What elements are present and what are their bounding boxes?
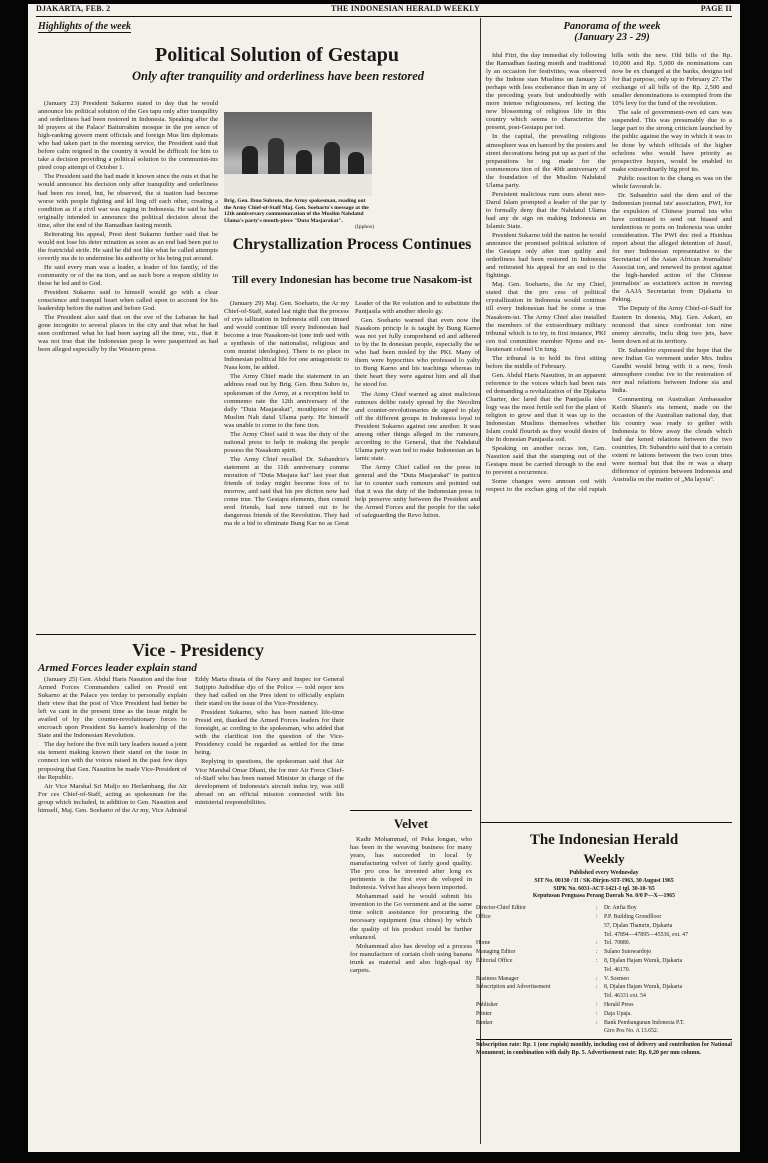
article-paragraph: President Sukarno, who has been named life-time Presid ent, thanked the Armed Forces leaders for their foresight, ac cording to the spokesman, who added that with the clarificat ion the question of the Vice-Presidency could be regarded as settled for the time being. — [195, 709, 344, 757]
masthead-footnote: Subscription rate: Rp. 1 (one rupiah) monthly, including cost of delivery and contribution for National Monument; in combination with daily Rp. 5. Advertisement rate: Rp. 0,20 per mm column. — [476, 1039, 732, 1057]
panorama-label: Panorama of the week — [563, 21, 661, 32]
caption-credit: (Ipphos) — [355, 224, 374, 231]
masthead-decree: Keputusan Penguasa Perang Daerah No. 0/0 P—X—1965 — [532, 893, 676, 900]
velvet-headline: Velvet — [393, 816, 429, 831]
article-paragraph: The Army Chief made the statement in an address read out by Brig. Gen. Ibnu Subro to, spokesman of the Army, at a reception held to commemo rate the 12th anniversary of the daily "Duta Masjarakat", mouthpiece of the Muslim Nah datul Ulama party. He himself was unable to come to the func tion. — [224, 373, 349, 429]
staff-row: Tel. 47894—47895—45536, ext. 47 — [604, 931, 688, 938]
article-paragraph: The Army Chief recalled Dr. Subandrio's statement at the 11th anniversary comme moration of "Duta Masjara kat" last year that friends of today might become foes of to morrow, and said that his pre diction now had come true. The Gestapu elements, then consid ered friends, had now turned out to be dangerous friends of the Revolution. They had ma de a bid to eliminate Bung Kar no as Great Leader of the Re volution and to substitute the Pantjasila with another ideolo gy. — [224, 300, 480, 528]
masthead-staff-list — [476, 904, 732, 1036]
article-paragraph: Replying to questions, the spokesman said that Air Vice Marshal Omar Dhani, the for mer Air Force Chief-of-Staff who has been named Minister in charge of the development of Indonesia's aircraft indus try, was still abroad on an official mission connected with his ministerial responsibilities. — [195, 758, 344, 806]
article-paragraph: The Army Chief called on the press in general and the "Duta Masjarakat" in particu lar to counter such rumours and pointed out that it was the duty of the Indonesian press to help preserve unity between the President and the Armed Forces and the people for the sake of safeguarding the Revo lution. — [355, 463, 480, 520]
article-paragraph: (January 29) Maj. Gen. Soeharto, the Ar my Chief-of-Staff, stated last night that the process of crys tallization in Indonesia still con tinued and would continue till every Indonesian had become a true Nasakom-ist (one imb ued with a synthesis of the nationalist, religious and com munist ideologies). There is no place in Indonesian political life for one antagonistic to Nasa kom, he added. — [224, 300, 349, 372]
article-paragraph: He said every man was a leader, a leader of his family, of the community or of the na tion, and as such bore a respon sibility to those he led and to God. — [38, 263, 218, 288]
header-page-number: PAGE II — [700, 4, 732, 13]
article-paragraph: (January 23) President Sukarno stated to day that he would announce his political solution of the Ges tapu only after tranquility and orderliness had been restored in Indonesia. Speaking after the Id prayers at the Palace' Baiturrahim mosque in the pre sence of high-ranking govern ment officials and foreign Mus lim diplomats who had taken part in the morning service, the President said that before calm reigned in the country it would be difficult for him to take a decision providing a political solution to the communist-ins pired coup attempt of October 1. — [38, 100, 218, 172]
article-paragraph: Maj. Gen. Soeharto, the Ar my Chief, stated that the pro cess of political crystallization in Indonesia would continue till every Indonesian had be come a true Nasakom-ist. The Army Chief also installed the members of the extraordinary military tribunal which is to try, in first instance, PKI cen tral committee member Njono and ex-lieutenant colonel Un tung. — [486, 281, 606, 353]
staff-row: Editorial Office : 8, Djalan Hajam Wuruk, Djakarta — [476, 957, 683, 964]
article-paragraph: Speaking on another occas ion, Gen. Nasution said that the stamping out of the Gestapu must be carried through to the end to prevent a recurrence. — [486, 445, 606, 477]
article-paragraph: Reiterating his appeal, Presi dent Sukarno further said that he would not lose his deter mination as soon as an end had been put to the fratricidal strife. He said he did not like what he called attempts covertly ma de to undermine his authority or his being put around. — [38, 230, 218, 262]
article-paragraph: Some changes were announ ced with respect to the exchan ging of the old rupiah bills with the new. Old bills of the Rp. 10,000 and Rp. 5,000 de nominations can now be ex changed at the banks, designa ted for that purpose, only up to February 27. The exchange of all bills of the Rp. 2,500 and smaller denominations is exempted from the 10% levy for the fund of the revolution. — [486, 52, 732, 494]
article-paragraph: Dr. Subandrio said the dem and of the Indonesian journal ists' association, PWI, for the expulsion of Chinese journal ists who have continued to send out biased and tendentious re ports on Indonesia was under consideration. The PWI dec ried a Hsinhua report about the alleged detention of Jusuf, for mer Indonesian representative to the Secretariat of the Asian African Journalists' Associat ion, and renewed its protest against the high-handed action of the Chinese journalists' as sociation's action in moving the AAJA Secretariat from Djakarta to Peking. — [612, 191, 732, 304]
staff-row: Office : P.P. Building Grondfloor — [476, 913, 662, 920]
header-dateline: DJAKARTA, FEB. 2 — [36, 4, 111, 13]
article-paragraph: The President said the had made it known since the outs et that he would announce his decision only after tranquility and orderliness had been res tored, but, he observed, the si tuation had become worse with people fighting and kil ling off each other, creating a condition as if a civil war was raging in Indonesia. He said he had originally intended to announce the political decision about the time, after the end of the Ramadhan fasting month. — [38, 173, 218, 229]
article-paragraph: (January 25) Gen. Abdul Haris Nasution and the four Armed Forces Commanders called on Presid ent Sukarno at the Palace yes terday to personally explain their view that the post of Vice President had better be left va cant in the present time as the issue might be availed of by the counter-revolutionary forces to encroach upon President Su karno's leadership of the State and the Indonesian Revolution. — [38, 676, 187, 740]
page-header — [36, 4, 732, 16]
staff-row: 57, Djalan Thamrin, Djakarta — [604, 922, 673, 929]
staff-row: Home : Tel. 70880. — [476, 940, 631, 947]
masthead-title: The Indonesian Herald — [529, 832, 679, 848]
panorama-article — [486, 52, 732, 810]
masthead-sipk: SIPK No. 6031-ACT-1421-I tgl. 30-10-'65 — [553, 885, 655, 892]
staff-row: Managing Editor : Sulano Sutowardojo — [476, 949, 652, 956]
staff-row: Business Manager : V. Soemeo — [476, 975, 630, 982]
article-paragraph: The Army Chief said it was the duty of the national press to help in making the people possess the Nasakom spirit. — [224, 430, 349, 454]
article-paragraph: The day before the five mili tary leaders issued a joint sta tement making known their stand on the issue in connect ion with the voices raised in the past few days proposing that Gen. Nasution be made Vice-President of the Republic. — [38, 741, 187, 781]
staff-row: Giro Pos No. A 13.652. — [604, 1028, 659, 1035]
news-photo — [224, 112, 372, 196]
masthead-subtitle: Weekly — [583, 851, 625, 866]
article-paragraph: The sale of government-own ed cars was suspended. This was presumably due to a large part to the strong criticism launched by the public against the way in which it was to be done by which officials of the higher echelons who would have priority as prospective buyers, would be enabled to make extraordinarily big prof its. — [612, 109, 732, 173]
staff-row: Director-Chief Editor : Dr. Anfia Boy — [476, 905, 637, 912]
masthead-rule — [480, 822, 732, 823]
masthead-sit: SIT No. 00130 / II / SK-Dirjen-SIT-1963, 30 August 1965 — [534, 877, 674, 884]
velvet-rule — [350, 810, 472, 811]
article-paragraph: Mohammad said he would submit his invention to the Go vernment and at the same time solicit assistance for procuring the necessary equipment (ma chines) by which the quality of his product could be further enhanced. — [350, 893, 472, 941]
article-paragraph: President Sukarno told the nation he would announce the promised political solution of the Gestapu only after tran quility and orderliness had been restored in Indonesia and reiterated his appeal for an end to the fightings. — [486, 232, 606, 280]
panorama-heading — [502, 21, 722, 43]
article-paragraph: Idul Fitri, the day immediat ely following the Ramadhan fasting month and traditional ly an occasion for festivities, was observed by the Indone sian Muslims on January 23 perhaps with less exuberance than in any of the preceding years but undoubtedly with more intense religiousness, ref lecting the new blossoming of religious life in this country which seems to characterize the present, post-Gestapu per iod. — [486, 52, 606, 132]
article-paragraph: President Sukarno said to himself would go with a clear conscience and tranquil heart when called upon to account for his leadership before the nation and before God. — [38, 289, 218, 313]
newspaper-page — [28, 4, 740, 1152]
article-paragraph: Commenting on Australian Ambassador Keith Shann's sta tement, made on the occasion of the Australian national day, that his country was ready to gether with Indonesia to blow away the clouds which had dar kened relations between the two countries, Dr. Subandrio said that to a certain extent re lations between the two coun tries were normal but that the re was a sharp difference of opinion between Indonesia and Australia on the matter of „Ma laysia". — [612, 395, 732, 484]
crystallization-article — [224, 300, 480, 628]
article-paragraph: Kadir Mohammad, of Peka longan, who has been in the weaving business for many years, has succeeded in local ly manufacturing velvet of fairly good quality. The pro cess he invented after long ex periments is the first ever de veloped in Indonesia. Velvet has always been imported. — [350, 836, 472, 892]
masthead-published: Published every Wednesday — [569, 870, 639, 876]
vice-article — [38, 676, 344, 1146]
article-paragraph: Gen. Soeharto warned that even now the Nasakom princip le is taught by Bung Karno was not yet fully comprehend ed and adhered to by the In donesian people, especially the se who had been misled by the PKI. Many of them were hypocrites who professed lo yalty to Bung Karno and his teachings whereas in their heart they were against him and all that he stood for. — [355, 317, 480, 389]
gestapu-article — [38, 100, 218, 633]
article-paragraph: In the capital, the prevailing religious atmosphere was en hanced by the posters and street decorations being put up as part of the preparations be ing made for the commemora tion of the 40th anniversary of the foundation of the Muslim Nahdatul Ulama party. — [486, 133, 606, 189]
vice-subhead: Armed Forces leader explain stand — [38, 662, 197, 674]
crystallization-headline: Chrystallization Process Continues — [232, 236, 472, 253]
article-paragraph: Dr. Subandrio expressed the hope that the new Indian Go vernment under Mrs. Indira Gandhi would bring with it a new, fresh atmosphere conduc ive to the restoration of nor mal relations between Indone sia and India. — [612, 346, 732, 394]
article-paragraph: Public reaction to the chang es was on the whole favourab le. — [612, 174, 732, 190]
article-paragraph: Gen. Abdul Haris Nasution, in an apparent reference to the voices which had been rais ed demanding a revitalization of the Djakarta Charter, dec lared that the Pantjasila ideo logy was the most fertile soil for the plant of religion to grow and that it was up to the Indonesian Muslims themselves whether Islam could flourish as they would desire of the In donesian Pantjasila soil. — [486, 371, 606, 444]
article-paragraph: Air Vice Marshal Sri Muljo no Herlambang, the Air For ces Chief-of-Staff, acting as spokesman for the group which included, in addition to Gen. Nasution and himself, Maj. Gen. Soeharto of the Ar my, Vice Admiral Eddy Marta dinata of the Navy and Inspec tor General Sutjipto Judodihar djo of the Police — told repor ters they had called on the Pres ident to officially explain their stand on the issue of the Vice-Presidency. — [38, 676, 344, 814]
highlights-label: Highlights of the week — [38, 21, 132, 32]
section-rule — [36, 634, 476, 635]
staff-row: Subscription and Advertisement : 8, Djalan Hajam Wuruk, Djakarta — [476, 984, 683, 991]
article-paragraph: Persistent malicious rum ours about neo-Darul Islam prompted a leader of the par ty to formally deny that the Nahdatul Ulama had any de sign on making Indonesia an Islamic State. — [486, 190, 606, 230]
article-paragraph: The Army Chief warned ag ainst malicious rumours delibe rately spread by the Necolim and counter-revolutionaries de signed to play off the different groups in Indonesia loyal to President Sukarno against one another. It was among other things alleged in the rumours, according to the General, that the Nahdatul Ulama party wan ted to make Indonesian an Is lamic state. — [355, 390, 480, 462]
caption-text: Brig. Gen. Ibnu Subroto, the Army spokesman, reading out the Army Chief-of-Staff Maj. Gen. Soeharto's message at the 12th anniversary commemoration of the Muslim Nahdatul Ulama's party's mouth-piece "Duta Masjarakat". — [224, 198, 369, 224]
header-publication: THE INDONESIAN HERALD WEEKLY — [331, 4, 481, 13]
staff-row: Tel. 46170. — [604, 966, 631, 973]
velvet-article — [350, 836, 472, 1146]
gestapu-headline: Political Solution of Gestapu — [155, 44, 399, 66]
staff-row: Printer : Daja Upaja. — [476, 1010, 632, 1017]
photo-caption — [224, 198, 374, 231]
staff-row: Tel. 46331 ext. 54 — [604, 993, 646, 1000]
gestapu-subhead: Only after tranquility and orderliness have been restored — [131, 69, 425, 83]
article-paragraph: The Deputy of the Army Chief-of-Staff for Eastern In donesia, Maj. Gen. Askari, an nounced that since confrontat ion nine enemy aircrafts, inclu ding two jets, have been down ed at its territory. — [612, 305, 732, 345]
vice-headline: Vice - Presidency — [132, 640, 264, 660]
masthead-box — [476, 832, 732, 1108]
header-rule — [36, 16, 732, 17]
staff-row: Publisher : Herald Press — [476, 1001, 634, 1008]
panorama-dates: (January 23 - 29) — [574, 32, 650, 43]
article-paragraph: Mohammad also has develop ed a process for manufacture of curtain cloth using banana trunk as material and also high-qual ity carpets. — [350, 942, 472, 974]
article-paragraph: The tribunal is to hold its first sitting before the middle of February. — [486, 354, 606, 370]
masthead-registration — [476, 870, 732, 901]
article-paragraph: The President also said that on the eve of the Lebaran he had gone incognito to several places in the city and that what he had seen confirmed what he had been saying all the time, viz., that it was not true that the Indonesian peop le were pauperized as had been alleged especially by the Western press. — [38, 314, 218, 354]
crystallization-subhead: Till every Indonesian has become true Nasakom-ist — [232, 274, 472, 286]
staff-row: Banker : Bank Pembangunan Indonesia P.T. — [476, 1019, 685, 1026]
